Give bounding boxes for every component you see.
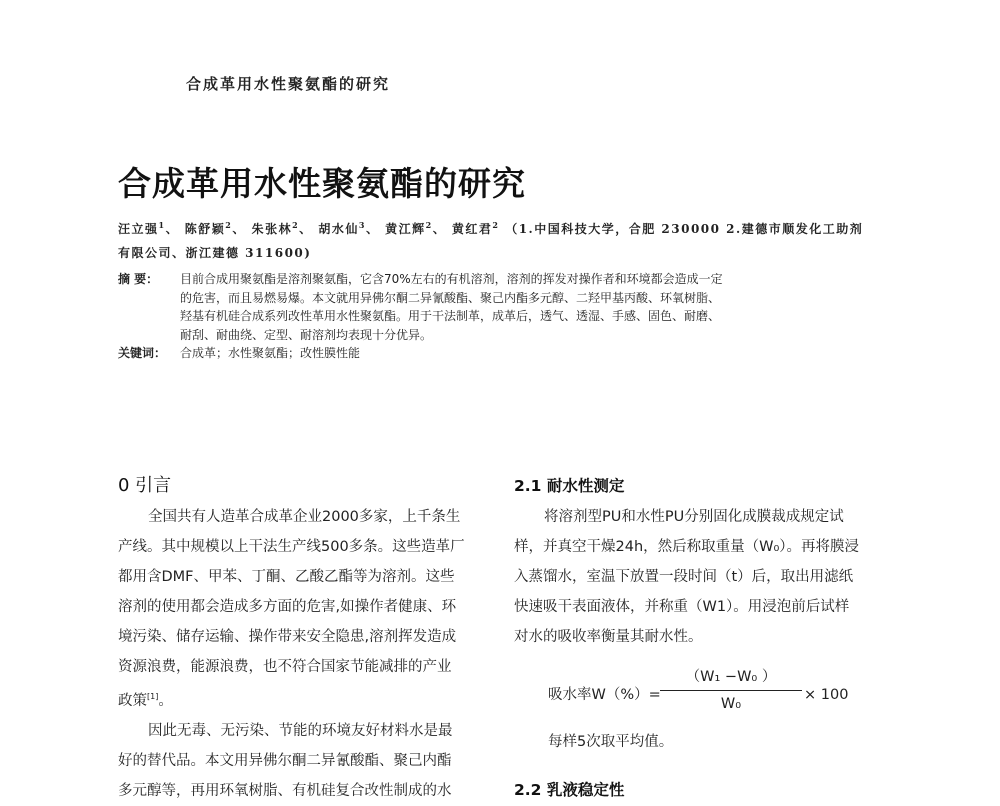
author-line-2: 有限公司、浙江建德 311600) — [118, 246, 312, 260]
section-heading-introduction: 0 引言 — [118, 475, 172, 496]
author: 陈舒颖$^2$ — [184, 220, 233, 236]
section-heading-2-2: 2.2 乳液稳定性 — [514, 781, 625, 799]
abstract-text: 目前合成用聚氨酯是溶剂聚氨酯，它含70%左右的有机溶剂，溶剂的挥发对操作者和环境都会造成一定 的危害，而且易燃易爆。本文就用异佛尔酮二异氰酸酯、聚己内酯多元醇、二羟甲基丙酸、环氧树脂、 羟基有机硅合成系列改性革用水性聚氨酯。用于干法制革，成革后，透气、透湿、手感、固色、耐磨、 耐刮、耐曲绕、定型、耐溶剂均表现十分优异。 — [180, 272, 723, 342]
formula-fraction — [660, 664, 802, 717]
author: 汪立强$^1$ — [118, 220, 166, 236]
paper-title: 合成革用水性聚氨酯的研究 — [118, 164, 526, 203]
author-block — [118, 213, 863, 265]
right-column: 2.1 耐水性测定 将溶剂型PU和水性PU分别固化成膜裁成规定试 样，并真空干燥24h，然后称取重量（W₀）。再将膜浸 入蒸馏水，室温下放置一段时间（t）后，取出用滤纸 快速吸干表面液体，并称重（W1）。用浸泡前后试样 对水的吸收率衡量其耐水性。 吸水率W（%）= $\frac{\text{（W₁ −W₀ ）}}{\text{W₀}}$ × 100 每样5次取平均值。 2.2 乳液稳定性 — [514, 470, 894, 806]
running-header: 合成革用水性聚氨酯的研究 — [186, 75, 391, 93]
author: 黄红君$^2$ — [451, 220, 500, 236]
keywords-text: 合成革；水性聚氨酯；改性膜性能 — [180, 346, 361, 360]
water-absorption-formula — [514, 670, 894, 730]
abstract-label: 摘 要： — [118, 272, 159, 286]
citation-ref[interactable]: [1] — [147, 692, 159, 701]
abstract-block — [118, 270, 723, 363]
keywords-row — [118, 344, 723, 363]
left-column: 0 引言 全国共有人造革合成革企业2000多家，上千条生 产线。其中规模以上干法生产线500多条。这些造革厂 都用含DMF、甲苯、丁酮、乙酸乙酯等为溶剂。这些 溶剂的使用都会造成多方面的危害,如操作者健康、环 境污染、储存运输、操作带来安全隐患,溶剂挥发造成 资源浪费，能源浪费，也不符合国家节能减排的产业 政策[1]。 因此无毒、无污染、节能的环境友好材料水是最 好的替代品。本文用异佛尔酮二异氰酸酯、聚己内酯 多元醇等，再用环氧树脂、有机硅复合改性制成的水 — [118, 470, 493, 806]
formula-numerator: （W₁ −W₀ ） — [660, 664, 802, 691]
formula-lhs: 吸水率W（%）= — [548, 687, 661, 703]
paragraph-last-line: 政策[1]。 — [118, 692, 173, 709]
abstract-row — [118, 270, 723, 344]
formula-note: 每样5次取平均值。 — [548, 734, 674, 750]
author: 黄江辉$^2$ — [385, 220, 433, 236]
author-line-1: 汪立强$^1$、 陈舒颖$^2$、 朱张林$^2$、 胡水仙$^3$、 黄江辉$^2$、 黄红君$^2$ （1.中国科技大学，合肥 230000 2.建德市顺发化工助剂 — [118, 220, 864, 236]
author: 朱张林$^2$ — [251, 220, 300, 236]
keywords-label: 关键词： — [118, 346, 167, 360]
formula-denominator: W₀ — [720, 696, 742, 712]
affiliation: （1.中国科技大学，合肥 230000 2.建德市顺发化工助剂 — [505, 222, 864, 236]
section-heading-2-1: 2.1 耐水性测定 — [514, 477, 625, 495]
formula-multiplier: × 100 — [804, 687, 849, 703]
author: 胡水仙$^3$ — [318, 220, 366, 236]
